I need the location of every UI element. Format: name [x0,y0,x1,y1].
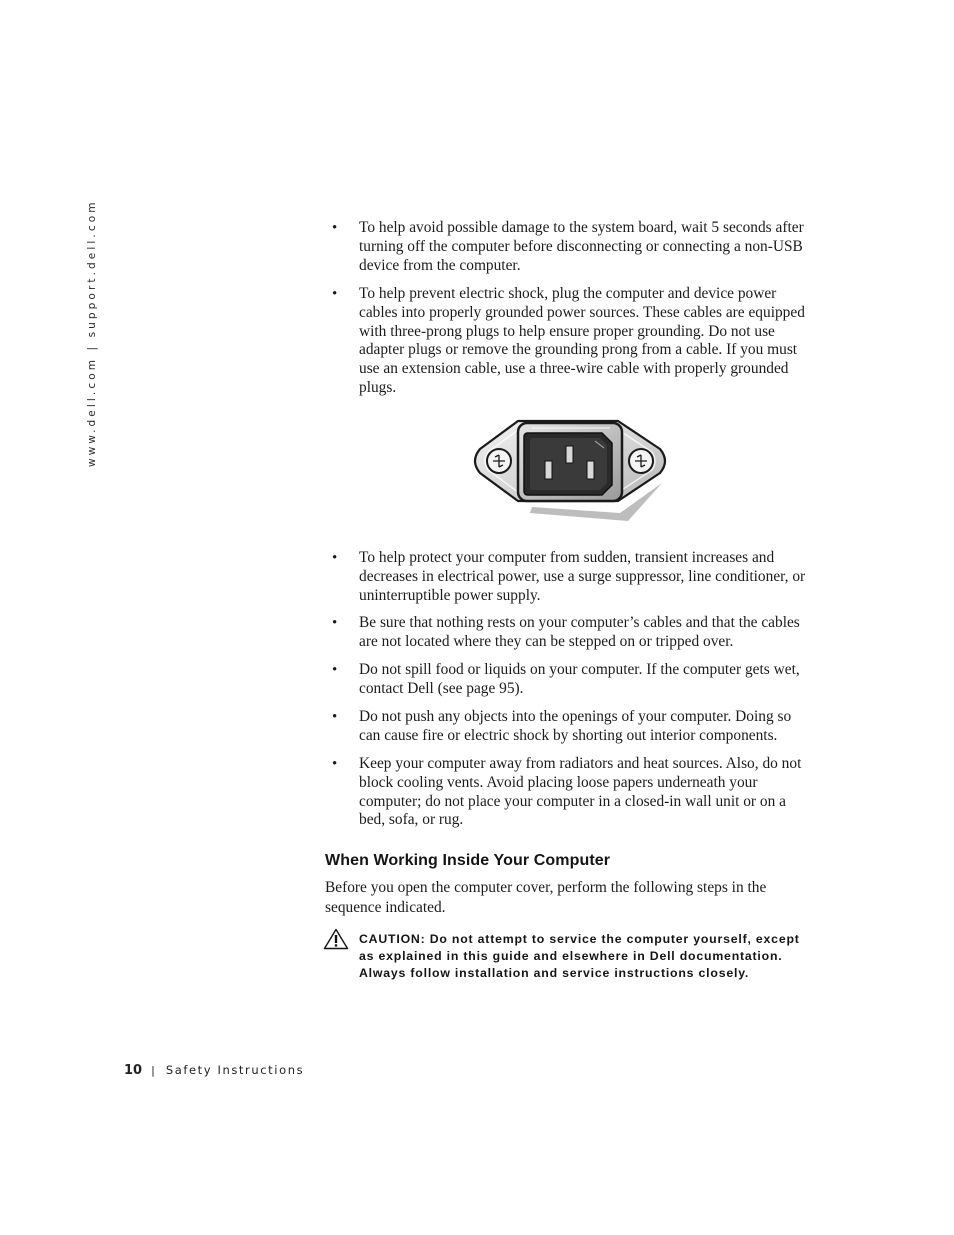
list-item [332,285,815,398]
bullet-text: To help avoid possible damage to the system board, wait 5 seconds after turning off the computer before disconnecting or connecting a non-USB device from the computer. [359,219,804,274]
bullet-text: Keep your computer away from radiators and heat sources. Also, do not block cooling vents. Avoid placing loose papers underneath your computer; do not place your computer in a closed-in wall unit or on a bed, sofa, or rug. [359,755,802,829]
intro-paragraph: Before you open the computer cover, perform the following steps in the sequence indicated. [325,879,767,916]
caution-triangle-icon [323,928,349,950]
list-item [332,755,815,830]
bullet-marker: • [332,220,338,236]
side-url: www.dell.com | support.dell.com [86,199,98,467]
bullet-marker: • [332,756,338,772]
page-number: 10 [124,1063,143,1078]
section-heading: When Working Inside Your Computer [325,852,611,869]
page-footer [124,1060,304,1081]
bullet-marker: • [332,286,338,302]
bullet-text: Do not spill food or liquids on your computer. If the computer gets wet, contact Dell (see page 95). [359,661,800,697]
power-connector-icon [470,415,670,525]
list-item [332,708,815,746]
bullet-marker: • [332,709,338,725]
list-item [332,614,815,652]
footer-separator: | [151,1064,155,1077]
footer-section-title: Safety Instructions [165,1063,305,1077]
caution-text: CAUTION: Do not attempt to service the computer yourself, except as explained in this guide and elsewhere in Dell documentation. Always follow installation and service instructions closely. [359,932,800,981]
list-item [332,549,815,605]
list-item [332,661,815,699]
bullet-marker: • [332,550,338,566]
list-item [332,219,815,275]
bullet-text: To help prevent electric shock, plug the computer and device power cables into properly grounded power sources. These cables are equipped with three-prong plugs to help ensure proper grounding. Do not use adapter plugs or remove the grounding prong from a cable. If you must use an extension cable, use a three-wire cable with properly grounded plugs. [359,285,805,396]
bullet-text: Be sure that nothing rests on your computer’s cables and that the cables are not located where they can be stepped on or tripped over. [359,614,800,650]
bullet-marker: • [332,615,338,631]
bullet-text: Do not push any objects into the openings of your computer. Doing so can cause fire or electric shock by shorting out interior components. [359,708,792,744]
bullet-text: To help protect your computer from sudden, transient increases and decreases in electrical power, use a surge suppressor, line conditioner, or uninterruptible power supply. [359,549,806,604]
bullet-marker: • [332,662,338,678]
